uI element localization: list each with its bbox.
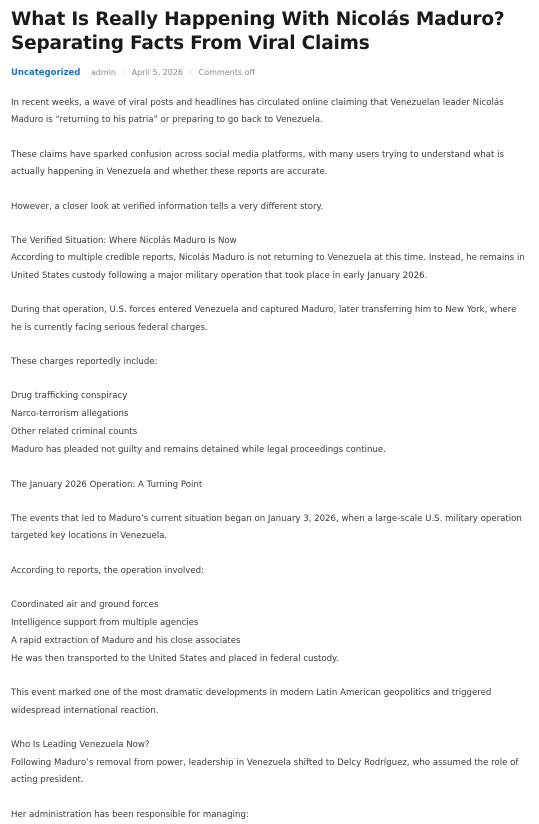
section-heading-turning-point: The January 2026 Operation: A Turning Point <box>11 479 203 490</box>
charges-list <box>11 388 527 459</box>
paragraph-intro: In recent weeks, a wave of viral posts and headlines has circulated online claiming that Venezuelan leader Nicolás Maduro is “returning to his patria” or preparing to go back to Venezuela. <box>11 98 504 126</box>
operation-list <box>11 597 527 668</box>
list-item: Narco-terrorism allegations <box>11 409 129 420</box>
section-heading-verified: The Verified Situation: Where Nicolás Maduro Is Now <box>11 236 237 247</box>
comments-status: Comments off <box>198 68 255 77</box>
section-heading-leadership: Who Is Leading Venezuela Now? <box>11 740 150 751</box>
article-body <box>11 95 527 824</box>
list-item: Drug trafficking conspiracy <box>11 391 128 402</box>
article-title: What Is Really Happening With Nicolás Maduro? Separating Facts From Viral Claims <box>11 9 505 54</box>
paragraph-closer-look: However, a closer look at verified information tells a very different story. <box>11 201 324 212</box>
meta-separator: · <box>189 68 193 77</box>
paragraph-geopolitics: This event marked one of the most dramatic developments in modern Latin American geopolitics and triggered widespread international reaction. <box>11 688 492 716</box>
list-item: Other related criminal counts <box>11 427 138 438</box>
list-item: A rapid extraction of Maduro and his close associates <box>11 635 241 646</box>
list-item: Coordinated air and ground forces <box>11 600 159 611</box>
paragraph-administration: Her administration has been responsible for managing: <box>11 809 249 820</box>
paragraph-charges-intro: These charges reportedly include: <box>11 357 158 368</box>
list-item: Intelligence support from multiple agencies <box>11 618 199 629</box>
category-link[interactable]: Uncategorized <box>11 68 81 78</box>
paragraph-operation-capture: During that operation, U.S. forces entered Venezuela and captured Maduro, later transferring him to New York, where he is currently facing serious federal charges. <box>11 305 517 333</box>
paragraph-january-events: The events that led to Maduro’s current situation began on January 3, 2026, when a large-scale U.S. military operation targeted key locations in Venezuela. <box>11 514 522 542</box>
paragraph-operation-intro: According to reports, the operation involved: <box>11 565 204 576</box>
list-item: He was then transported to the United States and placed in federal custody. <box>11 653 339 664</box>
paragraph-acting-president: Following Maduro’s removal from power, leadership in Venezuela shifted to Delcy Rodríguez, who assumed the role of acting president. <box>11 757 519 786</box>
post-date[interactable]: April 5, 2026 <box>131 68 184 77</box>
list-item: Maduro has pleaded not guilty and remains detained while legal proceedings continue. <box>11 444 386 455</box>
author-link[interactable]: admin <box>90 68 117 77</box>
meta-separator: · <box>122 68 126 77</box>
post-meta <box>11 66 527 80</box>
paragraph-confusion: These claims have sparked confusion across social media platforms, with many users trying to understand what is actually happening in Venezuela and whether these reports are accurate. <box>11 149 504 178</box>
paragraph-custody: According to multiple credible reports, Nicolás Maduro is not returning to Venezuela at this time. Instead, he remains in United States custody following a major military operation that took place in early January 2026. <box>11 253 525 281</box>
